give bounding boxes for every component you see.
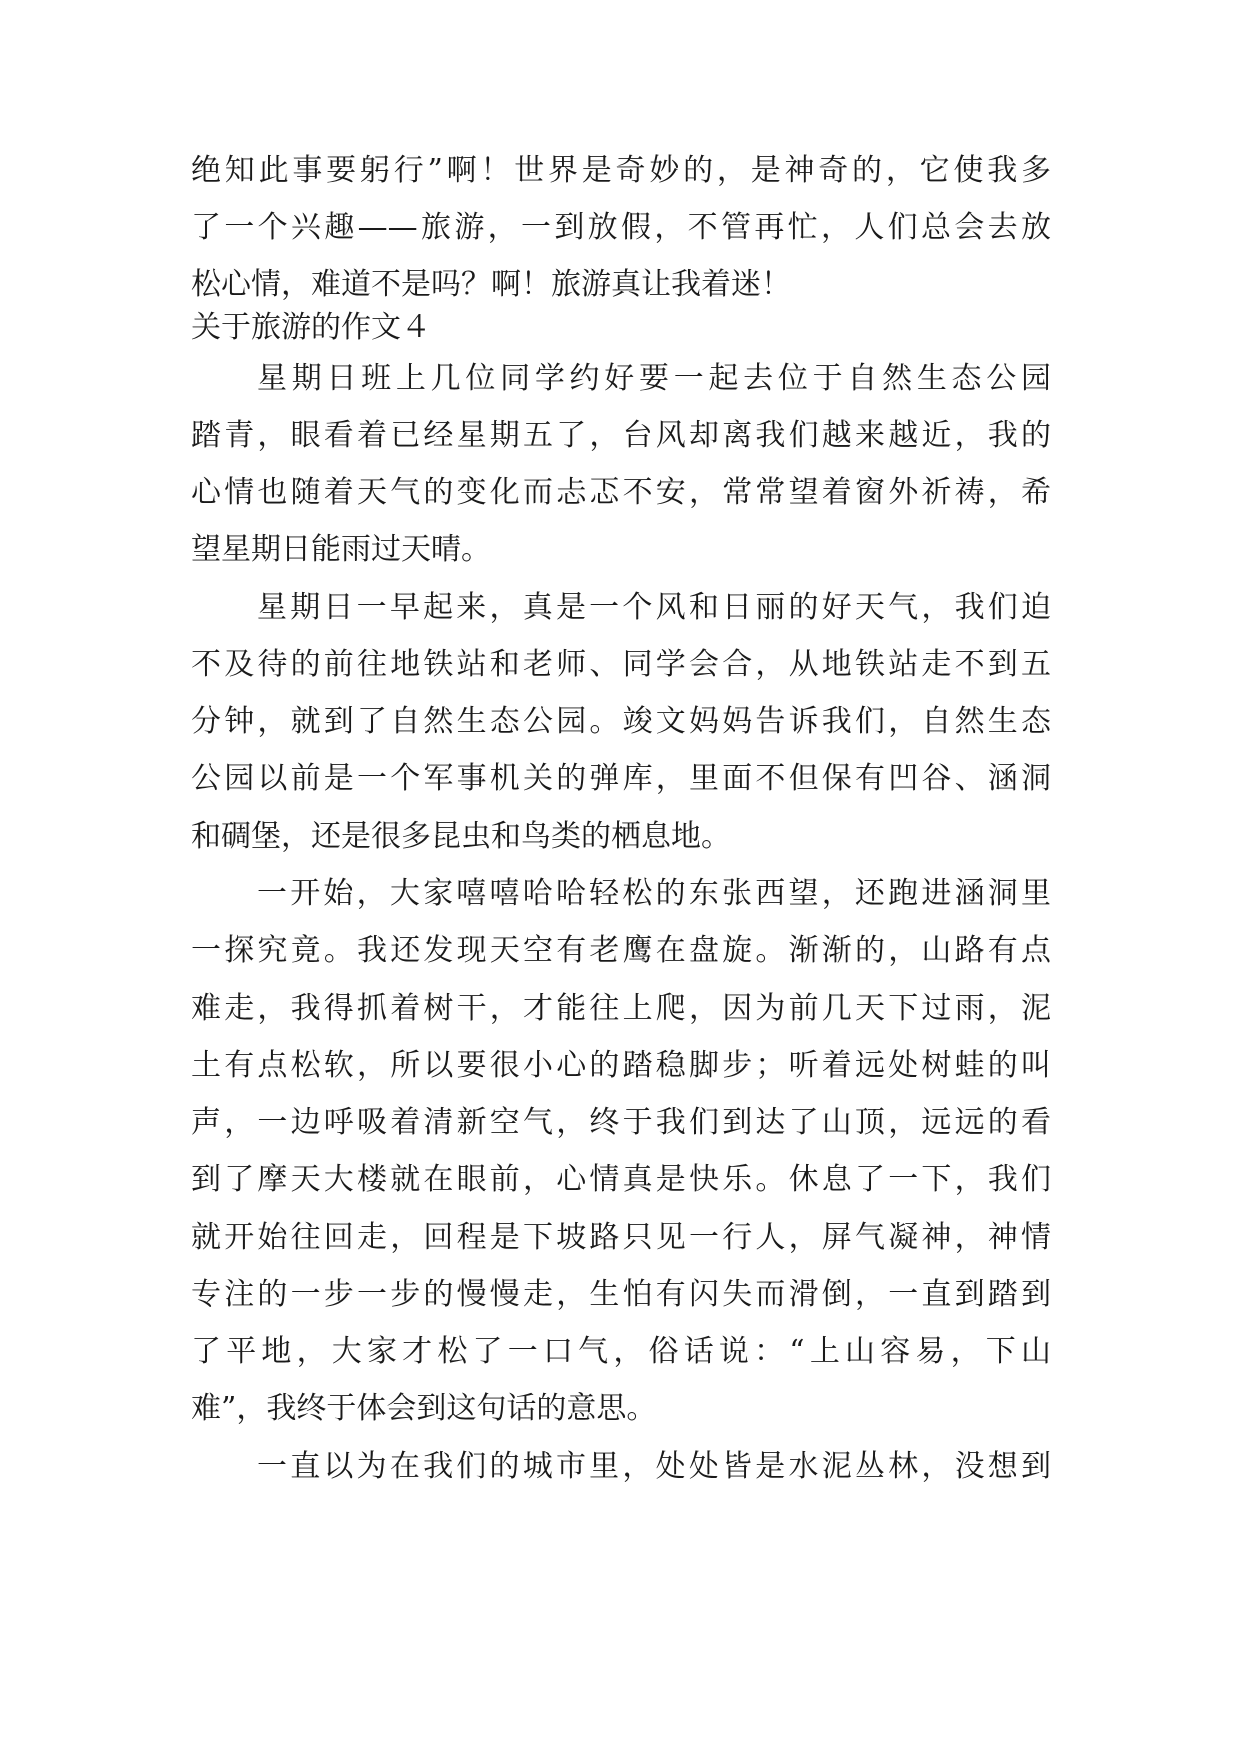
text-line: 分钟，就到了自然生态公园。竣文妈妈告诉我们，自然生态: [191, 704, 1051, 739]
text-line: 一直以为在我们的城市里，处处皆是水泥丛林，没想到: [257, 1449, 1051, 1484]
text-line: 和碉堡，还是很多昆虫和鸟类的栖息地。: [191, 819, 731, 854]
text-line: 难走，我得抓着树干，才能往上爬，因为前几天下过雨，泥: [191, 991, 1051, 1026]
text-line: 望星期日能雨过天晴。: [191, 532, 491, 567]
text-line: 土有点松软，所以要很小心的踏稳脚步；听着远处树蛙的叫: [191, 1048, 1051, 1083]
text-line: 难”，我终于体会到这句话的意思。: [191, 1391, 657, 1426]
text-line: 不及待的前往地铁站和老师、同学会合，从地铁站走不到五: [191, 647, 1051, 682]
text-line: 了一个兴趣——旅游，一到放假，不管再忙，人们总会去放: [191, 210, 1051, 245]
text-line: 绝知此事要躬行”啊！世界是奇妙的，是神奇的，它使我多: [191, 153, 1051, 188]
text-line: 公园以前是一个军事机关的弹库，里面不但保有凹谷、涵洞: [191, 761, 1051, 796]
text-line: 一开始，大家嘻嘻哈哈轻松的东张西望，还跑进涵洞里: [257, 876, 1051, 911]
text-line: 了平地，大家才松了一口气，俗话说：“上山容易，下山: [191, 1334, 1051, 1369]
text-line: 星期日班上几位同学约好要一起去位于自然生态公园: [257, 361, 1051, 396]
text-line: 松心情，难道不是吗？啊！旅游真让我着迷！: [191, 267, 791, 302]
text-line: 专注的一步一步的慢慢走，生怕有闪失而滑倒，一直到踏到: [191, 1277, 1051, 1312]
text-line: 心情也随着天气的变化而忐忑不安，常常望着窗外祈祷，希: [191, 475, 1051, 510]
text-line: 到了摩天大楼就在眼前，心情真是快乐。休息了一下，我们: [191, 1162, 1051, 1197]
text-line: 声，一边呼吸着清新空气，终于我们到达了山顶，远远的看: [191, 1105, 1051, 1140]
text-line: 一探究竟。我还发现天空有老鹰在盘旋。渐渐的，山路有点: [191, 933, 1051, 968]
section-heading: 关于旅游的作文４: [191, 310, 431, 345]
text-line: 星期日一早起来，真是一个风和日丽的好天气，我们迫: [257, 590, 1051, 625]
text-line: 就开始往回走，回程是下坡路只见一行人，屏气凝神，神情: [191, 1220, 1051, 1255]
text-line: 踏青，眼看着已经星期五了，台风却离我们越来越近，我的: [191, 418, 1051, 453]
